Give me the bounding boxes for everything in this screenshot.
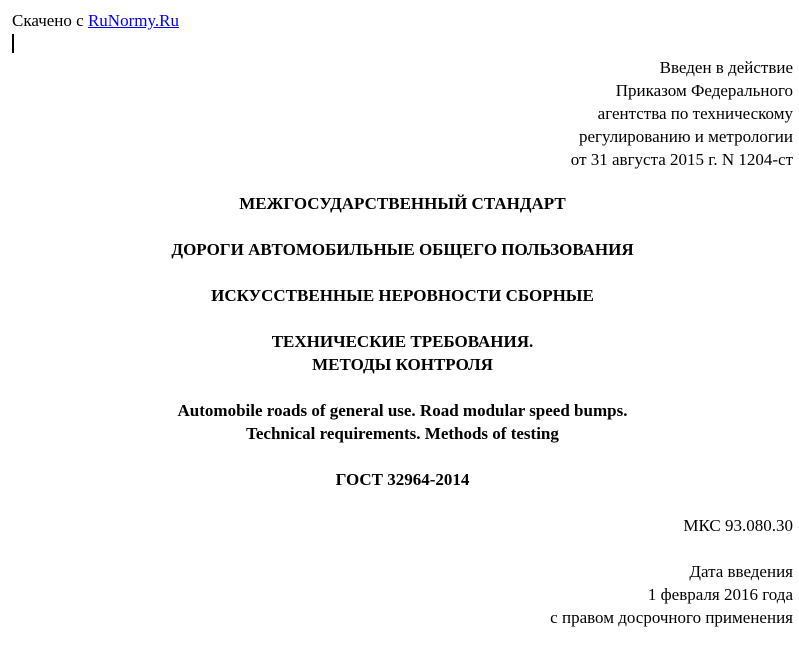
english-title-line-a: Automobile roads of general use. Road modular speed bumps. <box>177 401 628 420</box>
source-link[interactable]: RuNormy.Ru <box>87 11 179 30</box>
mks-code <box>683 514 793 537</box>
title-line-3b-text: МЕТОДЫ КОНТРОЛЯ <box>312 355 493 374</box>
source-prefix: Скачено с <box>12 11 88 30</box>
approval-line: агентства по техническому <box>597 104 793 123</box>
standard-code <box>0 468 799 491</box>
intro-date-line: 1 февраля 2016 года <box>647 585 793 604</box>
standard-code-text: ГОСТ 32964-2014 <box>335 470 470 489</box>
title-line-3a-text: ТЕХНИЧЕСКИЕ ТРЕБОВАНИЯ. <box>271 332 534 351</box>
approval-block <box>571 56 793 171</box>
title-line-1-text: ДОРОГИ АВТОМОБИЛЬНЫЕ ОБЩЕГО ПОЛЬЗОВАНИЯ <box>171 240 634 259</box>
intro-date-line: с правом досрочного применения <box>550 608 793 627</box>
title-line-1 <box>0 238 799 261</box>
title-line-2-text: ИСКУССТВЕННЫЕ НЕРОВНОСТИ СБОРНЫЕ <box>211 286 594 305</box>
approval-line: регулированию и метрологии <box>578 127 793 146</box>
mks-code-text: МКС 93.080.30 <box>683 516 793 535</box>
standard-kind <box>0 192 799 215</box>
title-line-3 <box>0 330 799 376</box>
english-title <box>0 399 799 445</box>
intro-date-line: Дата введения <box>689 562 793 581</box>
approval-line: от 31 августа 2015 г. N 1204-ст <box>570 150 793 169</box>
intro-date-block <box>550 560 793 629</box>
title-line-2 <box>0 284 799 307</box>
approval-line: Введен в действие <box>659 58 793 77</box>
english-title-line-b: Technical requirements. Methods of testing <box>246 424 559 443</box>
source-line <box>12 9 179 32</box>
text-cursor <box>12 34 14 53</box>
approval-line: Приказом Федерального <box>615 81 793 100</box>
standard-kind-text: МЕЖГОСУДАРСТВЕННЫЙ СТАНДАРТ <box>239 194 566 213</box>
